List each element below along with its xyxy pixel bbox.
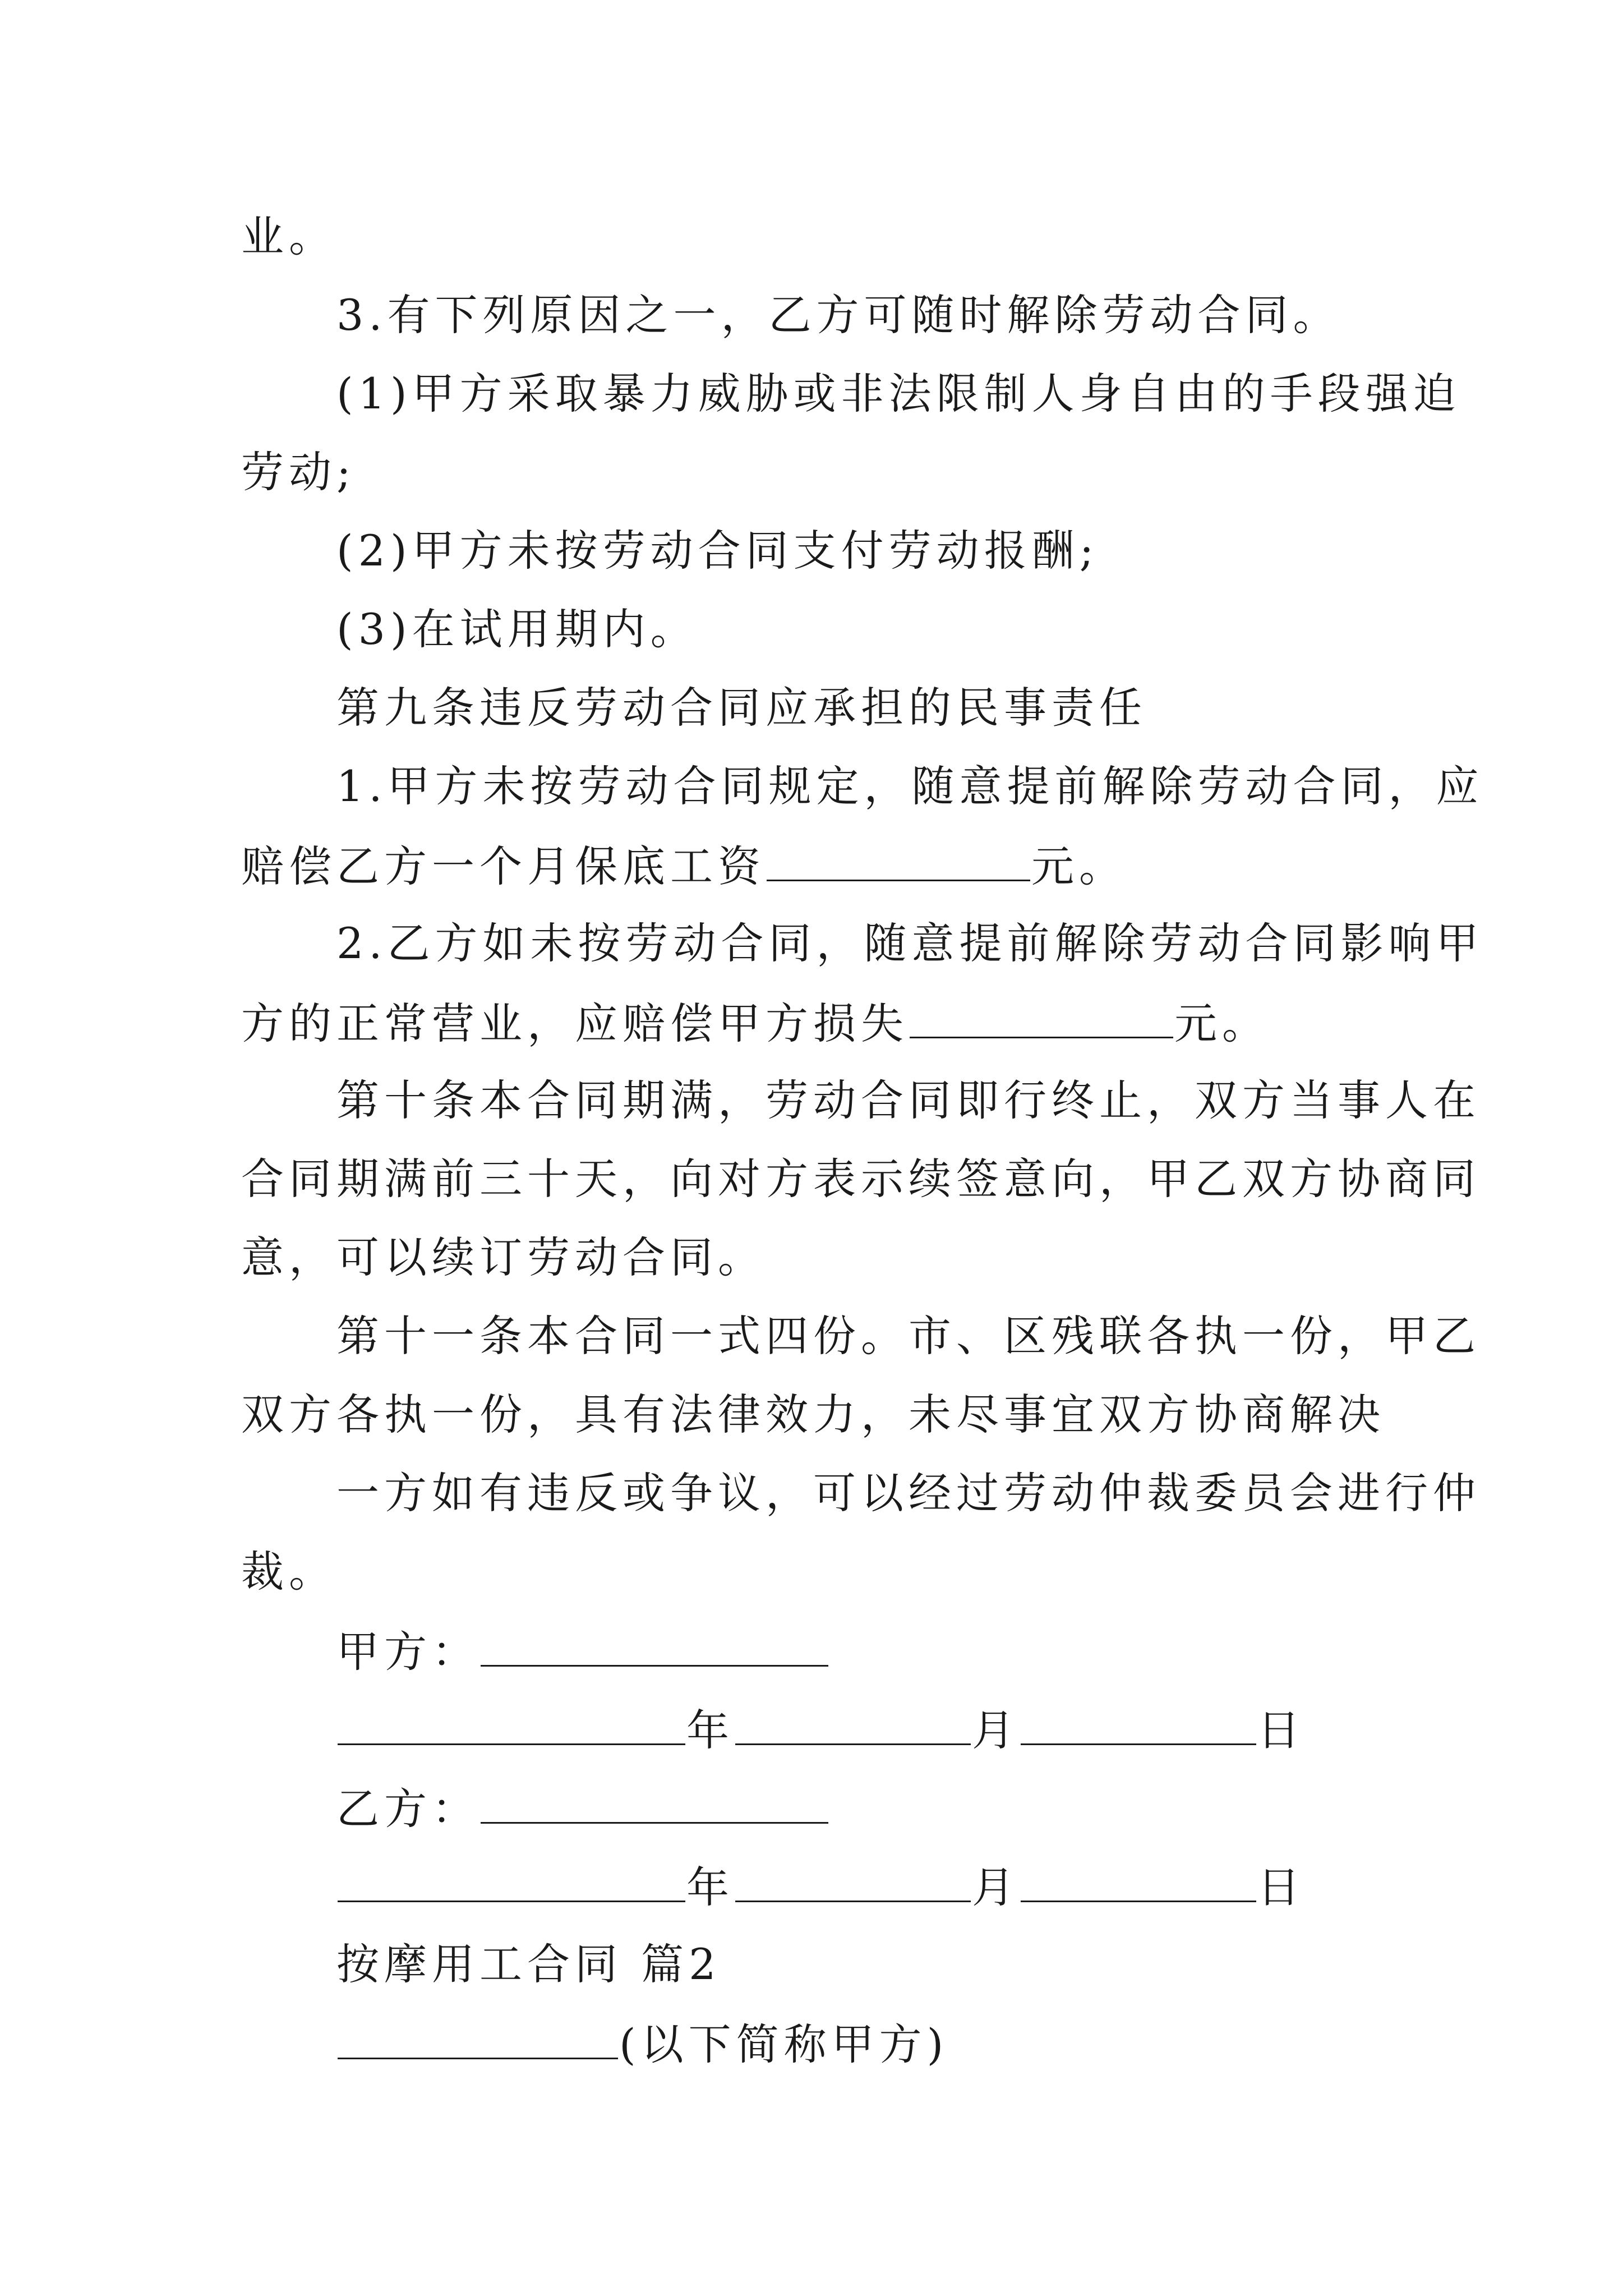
text: 元。 xyxy=(1031,841,1127,891)
day-blank[interactable] xyxy=(1021,1701,1256,1745)
party-a-label: 甲方： xyxy=(336,1627,479,1677)
party-b-date xyxy=(336,1858,1623,1914)
section-title xyxy=(336,1936,1623,1993)
party-a-signature-blank[interactable] xyxy=(481,1622,828,1667)
clause-3-heading xyxy=(336,287,1623,343)
text: 双方各执一份，具有法律效力，未尽事宜双方协商解决 xyxy=(241,1389,1385,1439)
year-label: 年 xyxy=(686,1862,734,1912)
text: 第十条本合同期满，劳动合同即行终止，双方当事人在 xyxy=(336,1075,1481,1125)
text: 裁。 xyxy=(241,1547,336,1596)
clause-3-item-1-cont xyxy=(241,444,1623,500)
month-label: 月 xyxy=(972,1862,1020,1912)
year-blank[interactable] xyxy=(338,1701,685,1745)
article-11 xyxy=(336,1308,1623,1364)
party-a-name-blank[interactable] xyxy=(338,2015,618,2059)
dispute-clause-cont xyxy=(241,1544,1623,1600)
text: 一方如有违反或争议，可以经过劳动仲裁委员会进行仲 xyxy=(336,1468,1481,1518)
article-9-heading xyxy=(336,680,1623,736)
party-a-date xyxy=(336,1701,1623,1757)
text: 第九条违反劳动合同应承担的民事责任 xyxy=(336,683,1147,733)
article-9-item-2 xyxy=(336,915,1623,972)
article-9-item-1-cont xyxy=(241,837,1623,893)
month-blank[interactable] xyxy=(735,1701,971,1745)
year-label: 年 xyxy=(686,1705,734,1755)
text: 1.甲方未按劳动合同规定，随意提前解除劳动合同，应 xyxy=(336,761,1484,811)
article-11-cont xyxy=(241,1387,1623,1443)
text: (1)甲方采取暴力威胁或非法限制人身自由的手段强迫 xyxy=(336,369,1461,418)
paragraph-line xyxy=(241,209,1623,265)
month-label: 月 xyxy=(972,1705,1020,1755)
article-10-cont xyxy=(241,1230,1623,1286)
party-b-label: 乙方： xyxy=(336,1784,479,1834)
clause-3-item-2 xyxy=(336,523,1623,579)
text: 业。 xyxy=(241,211,336,261)
clause-3-item-3 xyxy=(336,601,1623,657)
clause-3-item-1 xyxy=(336,366,1623,422)
article-10-cont xyxy=(241,1151,1623,1207)
day-label: 日 xyxy=(1257,1862,1305,1912)
section-intro xyxy=(336,2015,1623,2071)
text: 按摩用工合同 篇2 xyxy=(336,1939,721,1989)
article-9-item-1 xyxy=(336,758,1623,815)
text: 元。 xyxy=(1174,999,1270,1048)
text: (以下简称甲方) xyxy=(619,2019,949,2069)
dispute-clause xyxy=(336,1465,1623,1521)
amount-blank[interactable] xyxy=(910,994,1173,1038)
amount-blank[interactable] xyxy=(767,837,1030,881)
day-label: 日 xyxy=(1257,1705,1305,1755)
month-blank[interactable] xyxy=(735,1858,971,1902)
text: 方的正常营业，应赔偿甲方损失 xyxy=(241,999,909,1048)
text: 意，可以续订劳动合同。 xyxy=(241,1232,766,1282)
article-10 xyxy=(336,1073,1623,1129)
party-b-signature xyxy=(336,1779,1623,1835)
text: 3.有下列原因之一，乙方可随时解除劳动合同。 xyxy=(336,290,1341,340)
text: 2.乙方如未按劳动合同，随意提前解除劳动合同影响甲 xyxy=(336,918,1484,968)
text: 合同期满前三十天，向对方表示续签意向，甲乙双方协商同 xyxy=(241,1154,1481,1204)
year-blank[interactable] xyxy=(338,1858,685,1902)
text: (3)在试用期内。 xyxy=(336,604,698,654)
text: (2)甲方未按劳动合同支付劳动报酬; xyxy=(336,526,1099,576)
text: 第十一条本合同一式四份。市、区残联各执一份，甲乙 xyxy=(336,1311,1481,1361)
article-9-item-2-cont xyxy=(241,994,1623,1050)
party-b-signature-blank[interactable] xyxy=(481,1779,828,1824)
text: 劳动; xyxy=(241,447,356,497)
party-a-signature xyxy=(336,1622,1623,1678)
day-blank[interactable] xyxy=(1021,1858,1256,1902)
text: 赔偿乙方一个月保底工资 xyxy=(241,841,766,891)
